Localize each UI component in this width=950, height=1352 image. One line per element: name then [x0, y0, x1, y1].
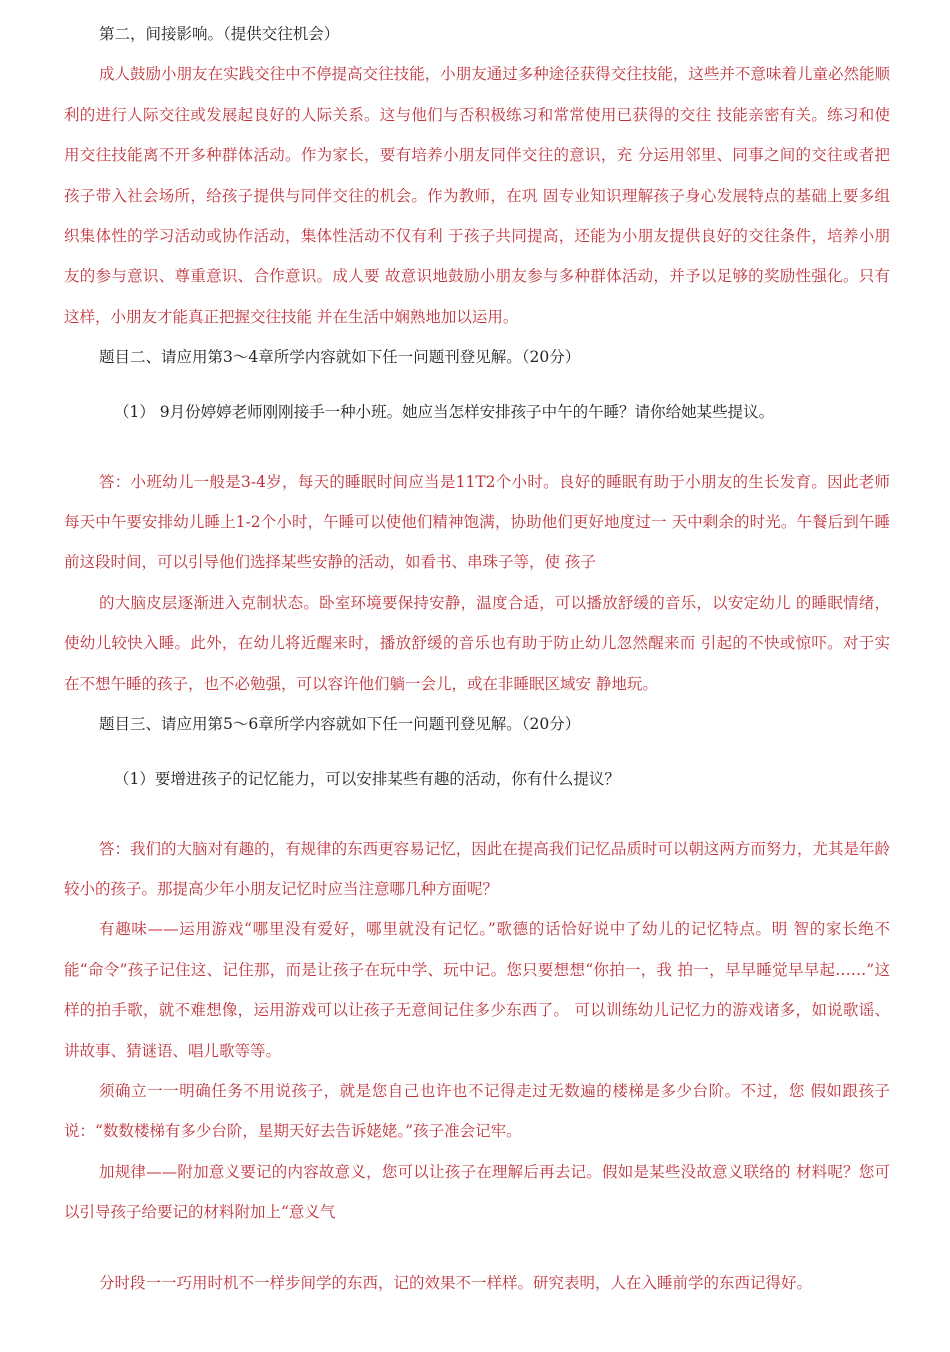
spacer: [64, 745, 890, 759]
spacer: [64, 432, 890, 462]
spacer: [64, 799, 890, 829]
document-page: [64, 14, 890, 1303]
answer-nap-part-2: 的大脑皮层逐渐进入克制状态。卧室环境要保持安静，温度合适，可以播放舒缓的音乐，以安定幼儿 的睡眠情绪，使幼儿较快入睡。此外，在幼儿将近醒来时，播放舒缓的音乐也有助于防止幼儿忽然醒来而 引起的不快或惊吓。对于实在不想午睡的孩子，也不必勉强，可以容许他们躺一会儿，或在非睡眠区域安 静地玩。: [64, 593, 890, 693]
answer-memory-task: 须确立一一明确任务不用说孩子，就是您自己也许也不记得走过无数遍的楼梯是多少台阶。不过，您 假如跟孩子说：“数数楼梯有多少台阶，星期天好去告诉姥姥。”孩子准会记牢。: [64, 1081, 890, 1141]
question-three-item-1: （1）要增进孩子的记忆能力，可以安排某些有趣的活动，你有什么提议？: [114, 769, 620, 788]
section-heading-indirect-influence: 第二，间接影响。（提供交往机会）: [99, 25, 340, 43]
answer-memory-timing: 分时段一一巧用时机不一样步间学的东西，记的效果不一样样。研究表明，人在入睡前学的东西记得好。: [99, 1273, 813, 1292]
spacer: [64, 1233, 890, 1263]
answer-memory-intro: 答：我们的大脑对有趣的，有规律的东西更容易记忆，因此在提高我们记忆品质时可以朝这两方而努力，尤其是年龄较小的孩子。那提高少年小朋友记忆时应当注意哪几种方面呢？: [64, 839, 890, 898]
question-three-heading: 题目三、请应用第5〜6章所学内容就如下任一问题刊登见解。（20分）: [99, 715, 581, 734]
answer-nap-part-1: 答：小班幼儿一般是3-4岁，每天的睡眠时间应当是11T2个小时。良好的睡眠有助于小朋友的生长发育。因此老师每天中午要安排幼儿睡上1-2个小时，午睡可以使他们精神饱满，协助他们更好地度过一 天中剩余的时光。午餐后到午睡前这段时间，可以引导他们选择某些安静的活动，如看书、串珠子等，使 孩子: [64, 472, 890, 572]
paragraph-interaction-skills: 成人鼓励小朋友在实践交往中不停提高交往技能，小朋友通过多种途径获得交往技能，这些并不意味着儿童必然能顺利的进行人际交往或发展起良好的人际关系。这与他们与否积极练习和常常使用已获得的交往 技能亲密有关。练习和使用交往技能离不开多种群体活动。作为家长，要有培养小朋友同伴交往的意识，充 分运用邻里、同事之间的交往或者把孩子带入社会场所，给孩子提供与同伴交往的机会。作为教师，在巩 固专业知识理解孩子身心发展特点的基础上要多组织集体性的学习活动或协作活动，集体性活动不仅有利 于孩子共同提高，还能为小朋友提供良好的交往条件，培养小朋友的参与意识、尊重意识、合作意识。成人要 故意识地鼓励小朋友参与多种群体活动，并予以足够的奖励性强化。只有这样，小朋友才能真正把握交往技能 并在生活中娴熟地加以运用。: [64, 65, 890, 326]
question-two-item-1: （1） 9月份婷婷老师刚刚接手一种小班。她应当怎样安排孩子中午的午睡？请你给她某些提议。: [114, 402, 775, 421]
answer-memory-pattern: 加规律——附加意义要记的内容故意义，您可以让孩子在理解后再去记。假如是某些没故意义联络的 材料呢？您可以引导孩子给要记的材料附加上“意义气: [64, 1162, 890, 1222]
spacer: [64, 378, 890, 392]
question-two-heading: 题目二、请应用第3〜4章所学内容就如下任一问题刊登见解。（20分）: [99, 348, 581, 367]
answer-memory-interest: 有趣味——运用游戏“哪里没有爱好，哪里就没有记忆。”歌德的话恰好说中了幼儿的记忆特点。明 智的家长绝不能“命令”孩子记住这、记住那，而是让孩子在玩中学、玩中记。您只要想想“你拍一，我 拍一，早早睡觉早早起……”这样的拍手歌，就不难想像，运用游戏可以让孩子无意间记住多少东西了。 可以训练幼儿记忆力的游戏诸多，如说歌谣、讲故事、猜谜语、唱儿歌等等。: [64, 920, 890, 1060]
